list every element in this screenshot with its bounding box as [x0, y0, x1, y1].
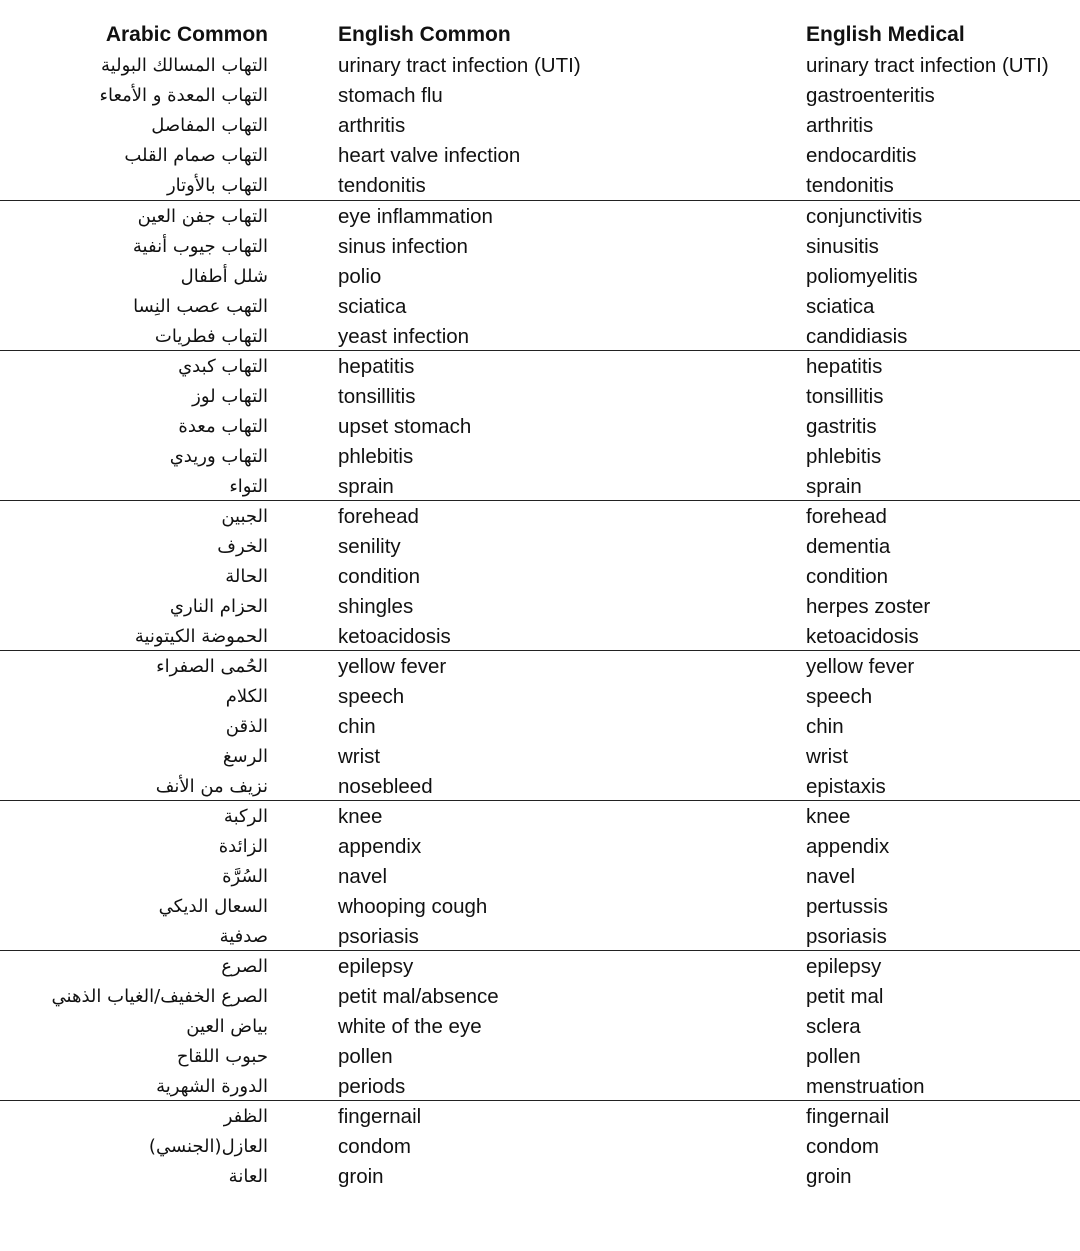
english-common-term: sciatica	[338, 295, 407, 318]
english-medical-term: epilepsy	[806, 955, 882, 978]
table-row	[0, 592, 1080, 622]
arabic-term: الرسغ	[222, 746, 268, 767]
english-common-term: chin	[338, 715, 376, 738]
english-medical-term: pertussis	[806, 895, 889, 918]
english-medical-term: phlebitis	[806, 445, 882, 468]
english-medical-term: navel	[806, 865, 856, 888]
english-medical-term: condition	[806, 565, 889, 588]
term-group	[0, 800, 1080, 951]
arabic-term: التهاب بالأوتار	[166, 175, 268, 196]
english-common-term: senility	[338, 535, 401, 558]
term-group	[0, 350, 1080, 501]
table-row	[0, 952, 1080, 982]
arabic-term: الظفر	[223, 1106, 268, 1127]
arabic-term: التهاب فطريات	[154, 326, 268, 347]
english-common-term: nosebleed	[338, 775, 433, 798]
arabic-term: التهاب جفن العين	[137, 206, 268, 227]
arabic-term: العازل(الجنسي)	[148, 1136, 268, 1157]
table-row	[0, 382, 1080, 412]
english-medical-term: gastritis	[806, 415, 877, 438]
arabic-term: صدفية	[219, 926, 268, 947]
english-common-term: pollen	[338, 1045, 393, 1068]
english-common-term: epilepsy	[338, 955, 414, 978]
table-row	[0, 712, 1080, 742]
english-common-term: sinus infection	[338, 235, 468, 258]
english-medical-term: menstruation	[806, 1075, 925, 1098]
table-row	[0, 262, 1080, 292]
english-medical-term: dementia	[806, 535, 891, 558]
english-common-term: groin	[338, 1165, 384, 1188]
english-medical-term: yellow fever	[806, 655, 915, 678]
term-group	[0, 200, 1080, 351]
table-row	[0, 322, 1080, 352]
table-row	[0, 292, 1080, 322]
table-row	[0, 802, 1080, 832]
arabic-term: التهاب صمام القلب	[124, 145, 268, 166]
arabic-term: بياض العين	[186, 1016, 268, 1037]
english-common-term: stomach flu	[338, 84, 443, 107]
arabic-term: الحالة	[225, 566, 268, 587]
english-common-term: eye inflammation	[338, 205, 493, 228]
arabic-term: الركبة	[223, 806, 268, 827]
english-common-term: white of the eye	[338, 1015, 482, 1038]
table-row	[0, 532, 1080, 562]
english-common-term: fingernail	[338, 1105, 422, 1128]
term-group	[0, 1100, 1080, 1251]
english-common-term: tonsillitis	[338, 385, 416, 408]
english-common-term: shingles	[338, 595, 414, 618]
english-common-term: navel	[338, 865, 388, 888]
table-row	[0, 652, 1080, 682]
arabic-term: التهاب كبدي	[178, 356, 268, 377]
table-row	[0, 1102, 1080, 1132]
english-common-term: polio	[338, 265, 382, 288]
arabic-term: الزائدة	[218, 836, 268, 857]
table-row	[0, 1012, 1080, 1042]
english-common-term: forehead	[338, 505, 419, 528]
table-row	[0, 81, 1080, 111]
table-row	[0, 141, 1080, 171]
english-common-term: heart valve infection	[338, 144, 521, 167]
english-medical-term: knee	[806, 805, 851, 828]
english-common-term: psoriasis	[338, 925, 419, 948]
english-common-term: ketoacidosis	[338, 625, 451, 648]
english-medical-term: epistaxis	[806, 775, 886, 798]
arabic-term: التهاب جيوب أنفية	[132, 236, 268, 257]
english-medical-term: ketoacidosis	[806, 625, 919, 648]
table-row	[0, 682, 1080, 712]
arabic-term: الصرع	[221, 956, 268, 977]
table-row	[0, 232, 1080, 262]
term-group	[0, 51, 1080, 201]
table-row	[0, 772, 1080, 802]
table-row	[0, 1042, 1080, 1072]
arabic-term: الحُمى الصفراء	[156, 656, 268, 677]
english-common-term: phlebitis	[338, 445, 414, 468]
table-row	[0, 892, 1080, 922]
table-row	[0, 622, 1080, 652]
table-row	[0, 171, 1080, 201]
header-arabic-common: Arabic Common	[105, 23, 268, 46]
table-row	[0, 1162, 1080, 1192]
arabic-term: السعال الديكي	[158, 896, 268, 917]
arabic-term: الكلام	[225, 686, 268, 707]
english-common-term: yellow fever	[338, 655, 447, 678]
english-medical-term: hepatitis	[806, 355, 883, 378]
english-common-term: whooping cough	[338, 895, 488, 918]
english-medical-term: sciatica	[806, 295, 875, 318]
english-common-term: condom	[338, 1135, 411, 1158]
english-common-term: wrist	[338, 745, 381, 768]
table-row	[0, 502, 1080, 532]
english-medical-term: tonsillitis	[806, 385, 884, 408]
term-group	[0, 500, 1080, 651]
arabic-term: السُرَّة	[222, 866, 268, 887]
english-medical-term: tendonitis	[806, 174, 894, 197]
arabic-term: التهاب المعدة و الأمعاء	[99, 85, 268, 106]
english-medical-term: gastroenteritis	[806, 84, 935, 107]
term-group	[0, 650, 1080, 801]
table-row	[0, 472, 1080, 502]
table-row	[0, 202, 1080, 232]
english-medical-term: appendix	[806, 835, 890, 858]
table-header	[0, 20, 1080, 50]
arabic-term: شلل أطفال	[180, 266, 268, 287]
arabic-term: الصرع الخفيف/الغياب الذهني	[51, 986, 268, 1007]
english-medical-term: sinusitis	[806, 235, 879, 258]
arabic-term: حبوب اللقاح	[176, 1046, 268, 1067]
arabic-term: التهاب لوز	[192, 386, 268, 407]
english-medical-term: pollen	[806, 1045, 861, 1068]
english-medical-term: herpes zoster	[806, 595, 931, 618]
english-common-term: urinary tract infection (UTI)	[338, 54, 581, 77]
arabic-term: العانة	[228, 1166, 268, 1187]
arabic-term: الخرف	[217, 536, 268, 557]
english-medical-term: forehead	[806, 505, 887, 528]
english-medical-term: sclera	[806, 1015, 861, 1038]
arabic-term: نزيف من الأنف	[155, 776, 268, 797]
arabic-term: التهاب معدة	[178, 416, 268, 437]
arabic-term: الحزام الناري	[169, 596, 268, 617]
table-row	[0, 51, 1080, 81]
arabic-term: التهاب المسالك البولية	[101, 55, 268, 76]
table-row	[0, 742, 1080, 772]
english-medical-term: endocarditis	[806, 144, 917, 167]
arabic-term: الحموضة الكيتونية	[134, 626, 268, 647]
arabic-term: التواء	[229, 476, 268, 497]
arabic-term: التهاب وريدي	[169, 446, 268, 467]
table-row	[0, 352, 1080, 382]
english-medical-term: chin	[806, 715, 844, 738]
english-common-term: sprain	[338, 475, 394, 498]
english-medical-term: candidiasis	[806, 325, 908, 348]
english-medical-term: arthritis	[806, 114, 874, 137]
arabic-term: التهب عصب النِسا	[133, 296, 268, 317]
english-common-term: periods	[338, 1075, 406, 1098]
table-row	[0, 922, 1080, 952]
table-row	[0, 111, 1080, 141]
english-common-term: appendix	[338, 835, 422, 858]
header-english-common: English Common	[338, 23, 511, 46]
arabic-term: الجبين	[221, 506, 268, 527]
table-row	[0, 562, 1080, 592]
english-common-term: knee	[338, 805, 383, 828]
english-medical-term: psoriasis	[806, 925, 887, 948]
english-medical-term: condom	[806, 1135, 879, 1158]
english-medical-term: poliomyelitis	[806, 265, 918, 288]
english-common-term: petit mal/absence	[338, 985, 499, 1008]
arabic-term: الذقن	[225, 716, 268, 737]
english-common-term: upset stomach	[338, 415, 472, 438]
english-common-term: arthritis	[338, 114, 406, 137]
table-row	[0, 412, 1080, 442]
english-medical-term: fingernail	[806, 1105, 890, 1128]
table-row	[0, 982, 1080, 1012]
header-english-medical: English Medical	[806, 23, 965, 46]
english-medical-term: petit mal	[806, 985, 884, 1008]
table-row	[0, 1072, 1080, 1102]
english-common-term: speech	[338, 685, 405, 708]
english-medical-term: conjunctivitis	[806, 205, 923, 228]
english-medical-term: urinary tract infection (UTI)	[806, 54, 1049, 77]
arabic-term: التهاب المفاصل	[151, 115, 268, 136]
arabic-term: الدورة الشهرية	[156, 1076, 268, 1097]
table-row	[0, 1132, 1080, 1162]
table-row	[0, 832, 1080, 862]
english-medical-term: wrist	[806, 745, 849, 768]
english-medical-term: speech	[806, 685, 873, 708]
english-common-term: yeast infection	[338, 325, 470, 348]
table-row	[0, 442, 1080, 472]
english-common-term: condition	[338, 565, 421, 588]
english-common-term: tendonitis	[338, 174, 426, 197]
english-common-term: hepatitis	[338, 355, 415, 378]
term-group	[0, 950, 1080, 1101]
english-medical-term: sprain	[806, 475, 862, 498]
english-medical-term: groin	[806, 1165, 852, 1188]
table-row	[0, 862, 1080, 892]
